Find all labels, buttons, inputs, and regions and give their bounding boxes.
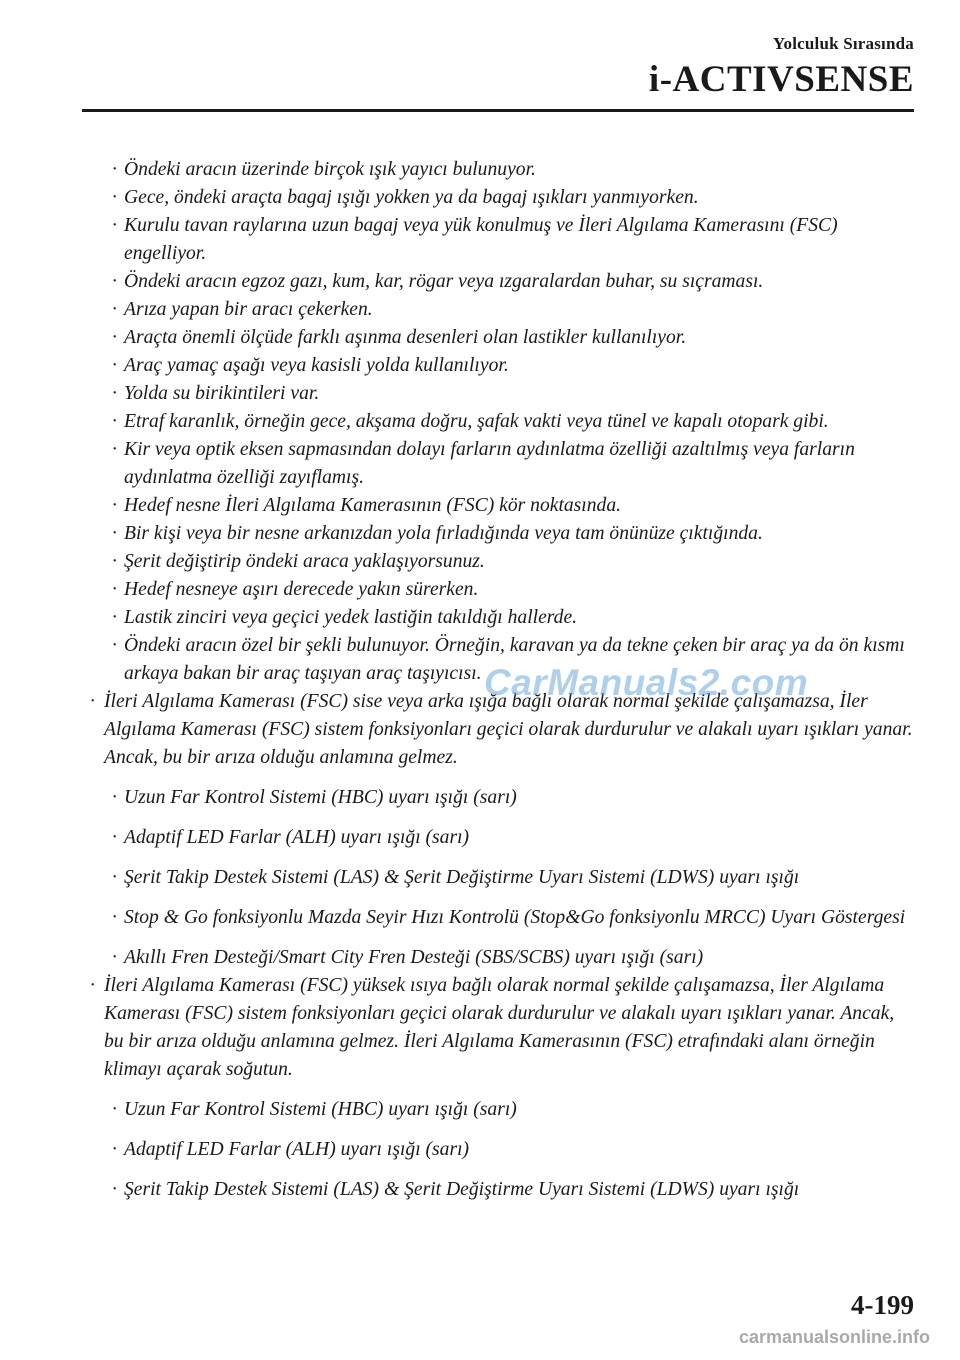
list-item xyxy=(84,604,916,632)
bullet-dot: · xyxy=(112,299,117,320)
list-item-text: Bir kişi veya bir nesne arkanızdan yola fırladığında veya tam önünüze çıktığında. xyxy=(124,523,763,544)
bullet-dot: · xyxy=(112,1099,117,1120)
list-item xyxy=(84,576,916,604)
list-item-text: Gece, öndeki araçta bagaj ışığı yokken ya da bagaj ışıkları yanmıyorken. xyxy=(124,187,699,208)
bullet-dot: · xyxy=(112,827,117,848)
bullet-dot: · xyxy=(112,355,117,376)
bullet-dot: · xyxy=(112,327,117,348)
main-item-2-text: İleri Algılama Kamerası (FSC) yüksek ısıya bağlı olarak normal şekilde çalışamazsa, İler Algılama Kamerası (FSC) sistem fonksiyonları geçici olarak durdurulur ve alakalı uyarı ışıkları yanar. Ancak, bu bir arıza olduğu anlamına gelmez. İleri Algılama Kamerasının (FSC) etrafındaki alanı örneğin klimayı açarak soğutun. xyxy=(104,975,895,1080)
list-item-text: Stop & Go fonksiyonlu Mazda Seyir Hızı Kontrolü (Stop&Go fonksiyonlu MRCC) Uyarı Göstergesi xyxy=(124,907,906,928)
header-rule xyxy=(82,109,914,112)
bullet-dot: · xyxy=(112,867,117,888)
list-item xyxy=(84,520,916,548)
list-item-text: Öndeki aracın özel bir şekli bulunuyor. Örneğin, karavan ya da tekne çeken bir araç ya da ön kısmı arkaya bakan bir araç taşıyan araç taşıyıcısı. xyxy=(124,635,905,684)
list-item-text: Arıza yapan bir aracı çekerken. xyxy=(124,299,373,320)
list-item xyxy=(84,156,916,184)
list-item xyxy=(84,784,916,812)
list-item-text: Şerit değiştirip öndeki araca yaklaşıyorsunuz. xyxy=(124,551,485,572)
bullet-dot: · xyxy=(112,635,117,656)
sub-list-3 xyxy=(84,1096,916,1204)
bullet-dot: · xyxy=(90,975,95,996)
sub-list-2 xyxy=(84,784,916,972)
list-item-text: Uzun Far Kontrol Sistemi (HBC) uyarı ışığı (sarı) xyxy=(124,787,517,808)
watermark: CarManuals2.com xyxy=(484,662,809,703)
list-item xyxy=(84,380,916,408)
bullet-dot: · xyxy=(112,1179,117,1200)
list-item xyxy=(84,408,916,436)
list-item-text: Kurulu tavan raylarına uzun bagaj veya yük konulmuş ve İleri Algılama Kamerasını (FSC) engelliyor. xyxy=(124,215,838,264)
list-item xyxy=(84,1096,916,1124)
list-item-text: Araç yamaç aşağı veya kasisli yolda kullanılıyor. xyxy=(124,355,509,376)
list-item-text: Adaptif LED Farlar (ALH) uyarı ışığı (sarı) xyxy=(124,827,470,848)
list-item-text: Lastik zinciri veya geçici yedek lastiğin takıldığı hallerde. xyxy=(124,607,578,628)
list-item-text: Şerit Takip Destek Sistemi (LAS) & Şerit Değiştirme Uyarı Sistemi (LDWS) uyarı ışığı xyxy=(124,1179,800,1200)
bullet-dot: · xyxy=(112,787,117,808)
list-item-text: Öndeki aracın egzoz gazı, kum, kar, rögar veya ızgaralardan buhar, su sıçraması. xyxy=(124,271,764,292)
bullet-dot: · xyxy=(112,383,117,404)
list-item xyxy=(84,864,916,892)
bullet-dot: · xyxy=(112,1139,117,1160)
list-item-text: Araçta önemli ölçüde farklı aşınma desenleri olan lastikler kullanılıyor. xyxy=(124,327,687,348)
list-item-text: Uzun Far Kontrol Sistemi (HBC) uyarı ışığı (sarı) xyxy=(124,1099,517,1120)
bullet-dot: · xyxy=(90,691,95,712)
list-item xyxy=(84,324,916,352)
list-item xyxy=(84,184,916,212)
list-item-text: Yolda su birikintileri var. xyxy=(124,383,320,404)
list-item-text: Etraf karanlık, örneğin gece, akşama doğru, şafak vakti veya tünel ve kapalı otopark gibi. xyxy=(124,411,829,432)
page-title: i-ACTIVSENSE xyxy=(648,59,914,100)
section-label: Yolculuk Sırasında xyxy=(772,34,914,53)
bullet-dot: · xyxy=(112,947,117,968)
list-item xyxy=(84,436,916,492)
bullet-dot: · xyxy=(112,411,117,432)
list-item-text: Şerit Takip Destek Sistemi (LAS) & Şerit Değiştirme Uyarı Sistemi (LDWS) uyarı ışığı xyxy=(124,867,800,888)
page-number: 4-199 xyxy=(851,1290,914,1320)
bullet-dot: · xyxy=(112,439,117,460)
list-item-text: Adaptif LED Farlar (ALH) uyarı ışığı (sarı) xyxy=(124,1139,470,1160)
bullet-dot: · xyxy=(112,607,117,628)
footer-watermark: carmanualsonline.info xyxy=(738,1327,930,1347)
list-item-text: Hedef nesneye aşırı derecede yakın sürerken. xyxy=(124,579,479,600)
list-item xyxy=(84,492,916,520)
list-item-text: Akıllı Fren Desteği/Smart City Fren Desteği (SBS/SCBS) uyarı ışığı (sarı) xyxy=(124,947,704,968)
list-item xyxy=(84,1136,916,1164)
bullet-dot: · xyxy=(112,271,117,292)
bullet-dot: · xyxy=(112,159,117,180)
list-item xyxy=(84,268,916,296)
bullet-dot: · xyxy=(112,215,117,236)
main-item-1-text: İleri Algılama Kamerası (FSC) sise veya arka ışığa bağlı olarak normal şekilde çalışamazsa, İler Algılama Kamerası (FSC) sistem fonksiyonları geçici olarak durdurulur ve alakalı uyarı ışıkları yanar. Ancak, bu bir arıza olduğu anlamına gelmez. xyxy=(104,691,913,768)
list-item xyxy=(84,548,916,576)
main-item-2 xyxy=(84,972,916,1084)
list-item-text: Hedef nesne İleri Algılama Kamerasının (FSC) kör noktasında. xyxy=(124,495,622,516)
list-item xyxy=(84,904,916,932)
bullet-dot: · xyxy=(112,523,117,544)
list-item xyxy=(84,1176,916,1204)
bullet-dot: · xyxy=(112,579,117,600)
bullet-dot: · xyxy=(112,907,117,928)
bullet-dot: · xyxy=(112,495,117,516)
list-item xyxy=(84,944,916,972)
bullet-dot: · xyxy=(112,187,117,208)
list-item xyxy=(84,352,916,380)
list-item-text: Kir veya optik eksen sapmasından dolayı farların aydınlatma özelliği azaltılmış veya farların aydınlatma özelliği zayıflamış. xyxy=(124,439,855,488)
list-item xyxy=(84,296,916,324)
list-item xyxy=(84,212,916,268)
list-item-text: Öndeki aracın üzerinde birçok ışık yayıcı bulunuyor. xyxy=(124,159,536,180)
list-item xyxy=(84,824,916,852)
sub-list-1 xyxy=(84,156,916,688)
bullet-dot: · xyxy=(112,551,117,572)
